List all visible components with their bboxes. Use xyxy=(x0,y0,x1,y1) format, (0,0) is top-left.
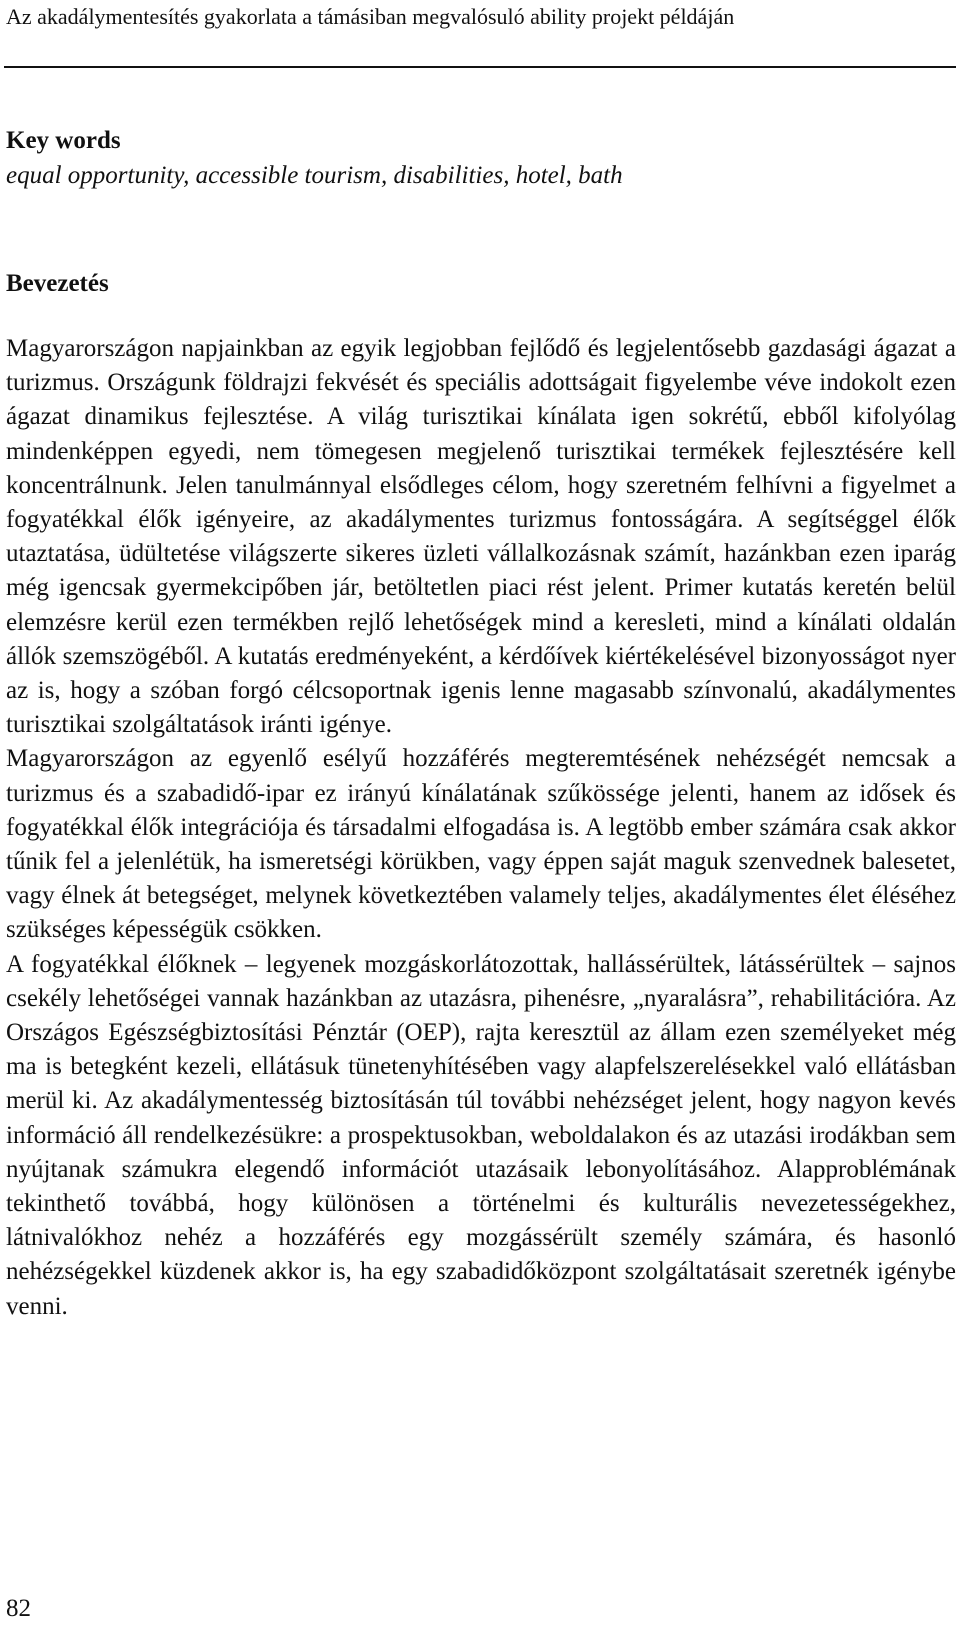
running-title: Az akadálymentesítés gyakorlata a támásiban megvalósuló ability projekt példáján xyxy=(6,4,735,29)
body-text xyxy=(6,332,956,1324)
keywords-text: equal opportunity, accessible tourism, disabilities, hotel, bath xyxy=(6,162,623,189)
paragraph-1: Magyarországon napjainkban az egyik legjobban fejlődő és legjelentősebb gazdasági ágazat a turizmus. Országunk földrajzi fekvését és speciális adottságait figyelembe véve indokolt ezen ágazat dinamikus fejlesztése. A világ turisztikai kínálata igen sokrétű, ebből kifolyólag mindenképpen egyedi, nem tömegesen megjelenő turisztikai termékek fejlesztésére kell koncentrálnunk. Jelen tanulmánnyal elsődleges célom, hogy szeretném felhívni a figyelmet a fogyatékkal élők igényeire, az akadálymentes turizmus fontosságára. A segítséggel élők utaztatása, üdültetése világszerte sikeres üzleti vállalkozásnak számít, hazánkban ezen iparág még igencsak gyermekcipőben jár, betöltetlen piaci rést jelent. Primer kutatás keretén belül elemzésre kerül ezen termékben rejlő lehetőségek mind a keresleti, mind a kínálati oldalán állók szemszögéből. A kutatás eredményeként, a kérdőívek kiértékelésével bizonyosságot nyer az is, hogy a szóban forgó célcsoportnak igenis lenne magasabb színvonalú, akadálymentes turisztikai szolgáltatások iránti igénye. xyxy=(6,335,956,739)
page-number: 82 xyxy=(6,1595,31,1622)
paragraph-2: Magyarországon az egyenlő esélyű hozzáférés megteremtésének nehézségét nemcsak a turizmus és a szabadidő-ipar ez irányú kínálatának szűkössége jelenti, hanem az idősek és fogyatékkal élők integrációja és társadalmi elfogadása is. A legtöbb ember számára csak akkor tűnik fel a jelenlétük, ha ismeretségi körükben, vagy éppen saját maguk szenvednek balesetet, vagy élnek át betegséget, melynek következtében valamely teljes, akadálymentes élet éléséhez szükséges képességük csökken. xyxy=(6,745,956,944)
header-rule xyxy=(4,66,956,68)
keywords-heading: Key words xyxy=(6,127,121,154)
section-heading: Bevezetés xyxy=(6,270,109,297)
paragraph-3: A fogyatékkal élőknek – legyenek mozgáskorlátozottak, hallássérültek, látássérültek – sajnos csekély lehetőségei vannak hazánkban az utazásra, pihenésre, „nyaralásra”, rehabilitációra. Az Országos Egészségbiztosítási Pénztár (OEP), rajta keresztül az állam ezen személyeket még ma is betegként kezeli, ellátásuk tünetenyhítésében vagy alapfelszerelésekkel való ellátásban merül ki. Az akadálymentesség biztosításán túl további nehézséget jelent, hogy nagyon kevés információ áll rendelkezésükre: a prospektusokban, weboldalakon és az utazási irodákban sem nyújtanak számukra elegendő információt utazásaik lebonyolításához. Alapproblémának tekinthető továbbá, hogy különösen a történelmi és kulturális nevezetességekhez, látnivalókhoz nehéz a hozzáférés egy mozgássérült személy számára, és hasonló nehézségekkel küzdenek akkor is, ha egy szabadidőközpont szolgáltatásait szeretnék igénybe venni. xyxy=(6,950,956,1320)
